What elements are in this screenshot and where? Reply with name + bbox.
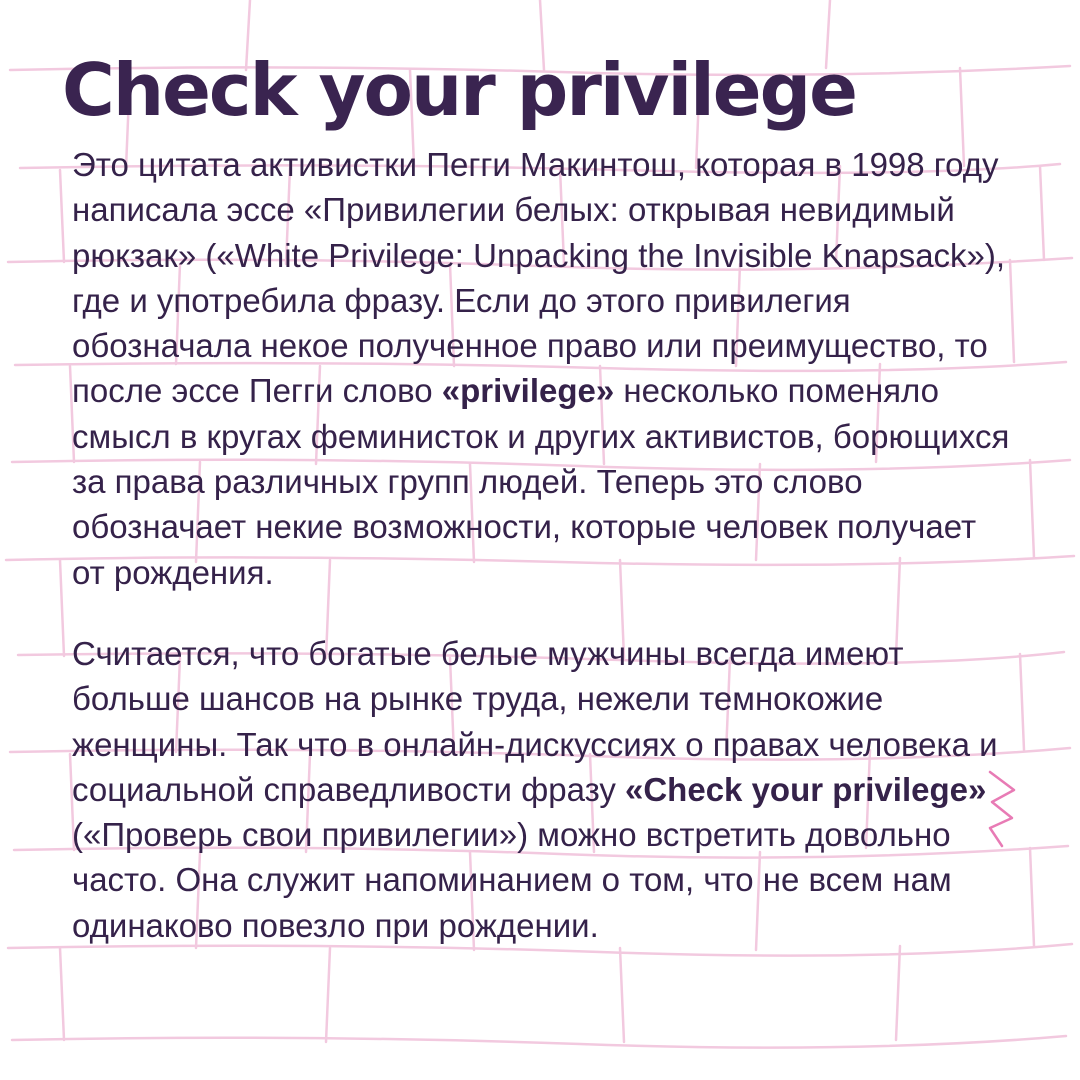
paragraph-intro-text-start: Это цитата активистки Пегги Макинтош, которая в 1998 году написала эссе «Привилегии белых: открывая невидимый рюкзак» («White Privilege: Unpacking the Invisible Knapsack»), где и употребила фразу. Если до этого привилегия обозначала некое полученное право или преимущество, то после эссе Пегги слово — [72, 146, 1006, 410]
paragraph-explanation-text-end: («Проверь свои привилегии») можно встретить довольно часто. Она служит напоминанием о том, что не всем нам одинаково повезло при рождении. — [72, 816, 952, 944]
content — [62, 48, 1022, 948]
page-title: Check your privilege — [62, 48, 857, 132]
paragraph-intro-text-end: несколько поменяло смысл в кругах феминисток и других активистов, борющихся за права различных групп людей. Теперь это слово обозначает некие возможности, которые человек получает от рождения. — [72, 372, 1010, 591]
paragraph-explanation — [72, 631, 1012, 948]
emphasis-check-your-privilege: «Check your privilege» — [625, 770, 987, 808]
paragraph-explanation-text-start: Считается, что богатые белые мужчины всегда имеют больше шансов на рынке труда, нежели темнокожие женщины. Так что в онлайн-дискуссиях о правах человека и социальной справедливости фразу — [72, 634, 998, 808]
emphasis-privilege: «privilege» — [441, 372, 615, 410]
paragraph-intro — [72, 142, 1012, 595]
